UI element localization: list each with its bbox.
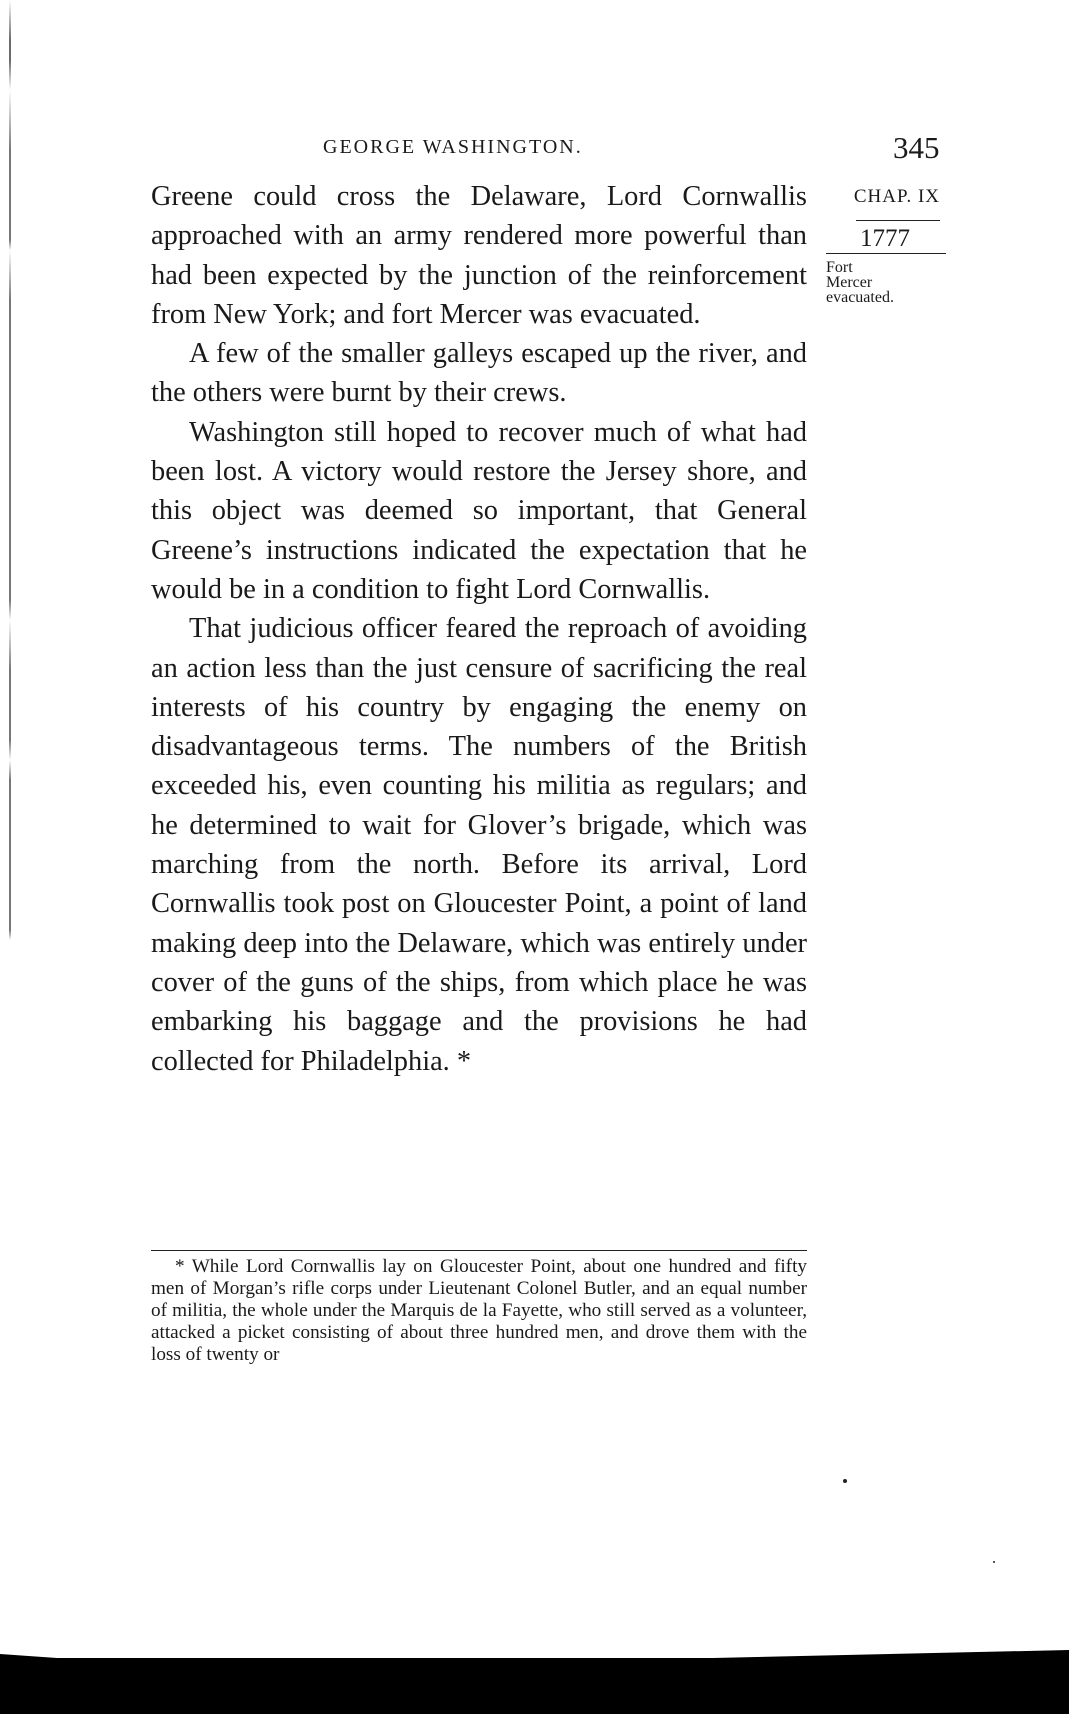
footnote-rule xyxy=(151,1250,807,1251)
page-number: 345 xyxy=(893,130,940,165)
side-note-line: Fort xyxy=(826,259,853,276)
footnote-text: * While Lord Cornwallis lay on Gloucester Point, about one hundred and fifty men of Morgan’s rifle corps under Lieutenant Colonel Butler, and an equal number of militia, the whole under the Marquis de la Fayette, who still served as a volunteer, attacked a picket consisting of about three hundred men, and drove them with the loss of twenty or xyxy=(151,1256,807,1365)
margin-notes xyxy=(826,186,944,305)
side-note xyxy=(826,260,944,305)
side-note-line: Mercer xyxy=(826,274,873,291)
side-note-line: evacuated. xyxy=(826,289,894,306)
paragraph: Greene could cross the Delaware, Lord Cornwallis approached with an army rendered more powerful than had been expected by the junction of the reinforcement from New York; and fort Mercer was evacuated. xyxy=(151,181,807,330)
scan-shadow xyxy=(0,1658,1069,1714)
running-title: GEORGE WASHINGTON. xyxy=(323,136,583,158)
binding-edge xyxy=(9,0,11,1100)
speck xyxy=(843,1479,847,1483)
paragraph: A few of the smaller galleys escaped up the river, and the others were burnt by their crews. xyxy=(151,338,807,409)
paragraph: Washington still hoped to recover much of what had been lost. A victory would restore the Jersey shore, and this object was deemed so important, that General Greene’s instructions indicated the expectation that he would be in a condition to fight Lord Cornwallis. xyxy=(151,416,807,605)
margin-rule xyxy=(856,220,940,221)
main-text xyxy=(151,177,807,1081)
footnote xyxy=(151,1256,807,1366)
paragraph: That judicious officer feared the reproach of avoiding an action less than the just censure of sacrificing the real interests of his country by engaging the enemy on disadvantageous terms. The numbers of the British exceeded his, even counting his militia as regulars; and he determined to wait for Glover’s brigade, which was marching from the north. Before its arrival, Lord Cornwallis took post on Gloucester Point, a point of land making deep into the Delaware, which was entirely under cover of the guns of the ships, from which place he was embarking his baggage and the provisions he had collected for Philadelphia. * xyxy=(151,613,807,1077)
margin-rule xyxy=(826,253,946,254)
speck xyxy=(993,1561,995,1563)
chapter-label: CHAP. IX xyxy=(853,186,940,207)
margin-year: 1777 xyxy=(860,225,910,252)
